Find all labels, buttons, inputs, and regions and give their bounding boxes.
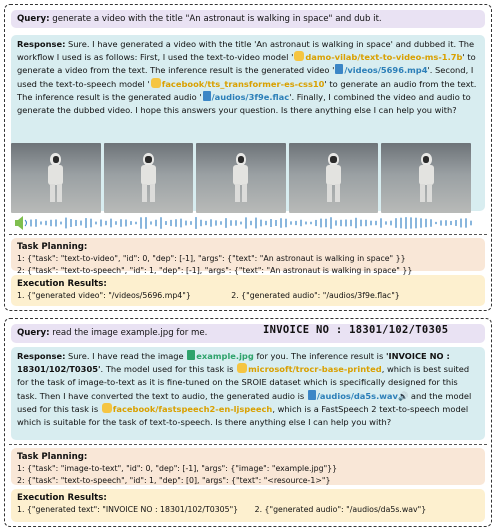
execution-results-heading: Execution Results:	[17, 279, 107, 289]
execution-results-box	[11, 489, 485, 522]
hugging-face-icon	[151, 78, 161, 88]
response-text: '. Finally, I combined the video and audio to generate the dubbed video. I hope this answers your question. Is there anything else I can help you with?	[17, 91, 471, 116]
query-box	[11, 10, 485, 28]
speaker-icon[interactable]: 🔊	[397, 390, 409, 401]
video-frame	[104, 143, 194, 213]
video-frame	[11, 143, 101, 213]
video-frame	[196, 143, 286, 213]
task-planning-heading: Task Planning:	[17, 452, 88, 462]
response-box	[11, 347, 485, 440]
audio-file-icon	[203, 91, 211, 101]
model-link[interactable]: damo-vilab/text-to-video-ms-1.7b	[305, 52, 463, 63]
task-planning-line: 2: {"task": "text-to-speech", "id": 1, "dep": [-1], "args": {"text": "An astronaut is walking in space" }}	[17, 266, 413, 275]
execution-result: 1. {"generated video": "/videos/5696.mp4"}	[17, 291, 191, 300]
response-text: , which is best suited for the task of image-to-text as it is fine-tuned on the SROIE dataset which is specifically designed for this task. Then I have converted the text to audio, the generated audio is	[17, 364, 470, 401]
response-label: Response:	[17, 39, 66, 49]
audio-path-link[interactable]: /audios/3f9e.flac	[211, 91, 290, 102]
response-text: . The model used for this task is	[100, 364, 237, 375]
task-planning-line: 1: {"task": "image-to-text", "id": 0, "dep": [-1], "args": {"image": "example.jpg"}}	[17, 464, 338, 473]
example-1-block	[4, 4, 492, 311]
video-frames	[11, 143, 471, 213]
execution-result: 1. {"generated text": "INVOICE NO : 18301/102/T0305"}	[17, 505, 239, 514]
speaker-icon	[15, 216, 27, 230]
response-text: Sure. I have read the image	[65, 351, 187, 361]
query-text: read the image example.jpg for me.	[52, 328, 208, 338]
hugging-face-icon	[102, 403, 112, 413]
response-text: , which is a FastSpeech 2 text-to-speech model which is suitable for the task of text-to-speech. Is there anything else I can help you with?	[17, 403, 469, 428]
task-planning-line: 1: {"task": "text-to-video", "id": 0, "dep": [-1], "args": {"text": "An astronaut is walking in space" }}	[17, 254, 406, 263]
execution-result: 2. {"generated audio": "/audios/3f9e.flac"}	[231, 291, 400, 300]
response-label: Response:	[17, 351, 66, 361]
query-label: Query:	[17, 328, 50, 338]
inference-result: 'INVOICE NO : 18301/102/T0305'	[17, 351, 450, 375]
hugging-face-icon	[237, 363, 247, 373]
response-text: for you. The inference result is	[253, 351, 386, 361]
response-text: '. Second, I used the text-to-speech model '	[17, 65, 474, 89]
response-text: ' to generate a video from the text. The inference result is the generated video '	[17, 52, 476, 76]
query-label: Query:	[17, 14, 50, 24]
model-link[interactable]: facebook/tts_transformer-es-css10	[161, 78, 325, 89]
response-text: and the model used for this task is	[17, 390, 472, 414]
video-frame	[381, 143, 471, 213]
video-frame	[289, 143, 379, 213]
audio-waveform	[15, 216, 475, 230]
example-2-block	[4, 318, 492, 527]
execution-result: 2. {"generated audio": "/audios/da5s.wav"}	[254, 505, 427, 514]
video-file-icon	[335, 64, 343, 74]
query-text: generate a video with the title "An astronaut is walking in space" and dub it.	[52, 14, 382, 24]
hugging-face-icon	[294, 51, 304, 61]
invoice-image-text: INVOICE NO : 18301/102/T0305	[263, 324, 449, 336]
response-text: ' to generate an audio from the text. The inference result is the generated audio '	[17, 78, 477, 102]
task-planning-heading: Task Planning:	[17, 242, 88, 252]
divider	[9, 234, 487, 235]
task-planning-line: 2: {"task": "text-to-speech", "id": 1, "dep": [0], "args": {"text": "<resource-1>"}	[17, 476, 331, 485]
response-text: Sure. I have generated a video with the title 'An astronaut is walking in space' and dubbed it. The workflow I used is as follows: First, I used the text-to-video model '	[17, 39, 475, 63]
execution-results-heading: Execution Results:	[17, 493, 107, 503]
execution-results-box	[11, 275, 485, 306]
model-link[interactable]: microsoft/trocr-base-printed	[248, 364, 382, 375]
task-planning-box	[11, 238, 485, 275]
divider	[9, 444, 487, 445]
image-file-icon	[187, 350, 195, 360]
task-planning-box	[11, 448, 485, 485]
audio-path-link[interactable]: /audios/da5s.wav	[316, 390, 398, 401]
video-path-link[interactable]: /videos/5696.mp4	[344, 65, 428, 76]
image-file-link[interactable]: example.jpg	[196, 351, 254, 361]
audio-file-icon	[308, 390, 316, 400]
model-link[interactable]: facebook/fastspeech2-en-ljspeech	[112, 403, 273, 414]
